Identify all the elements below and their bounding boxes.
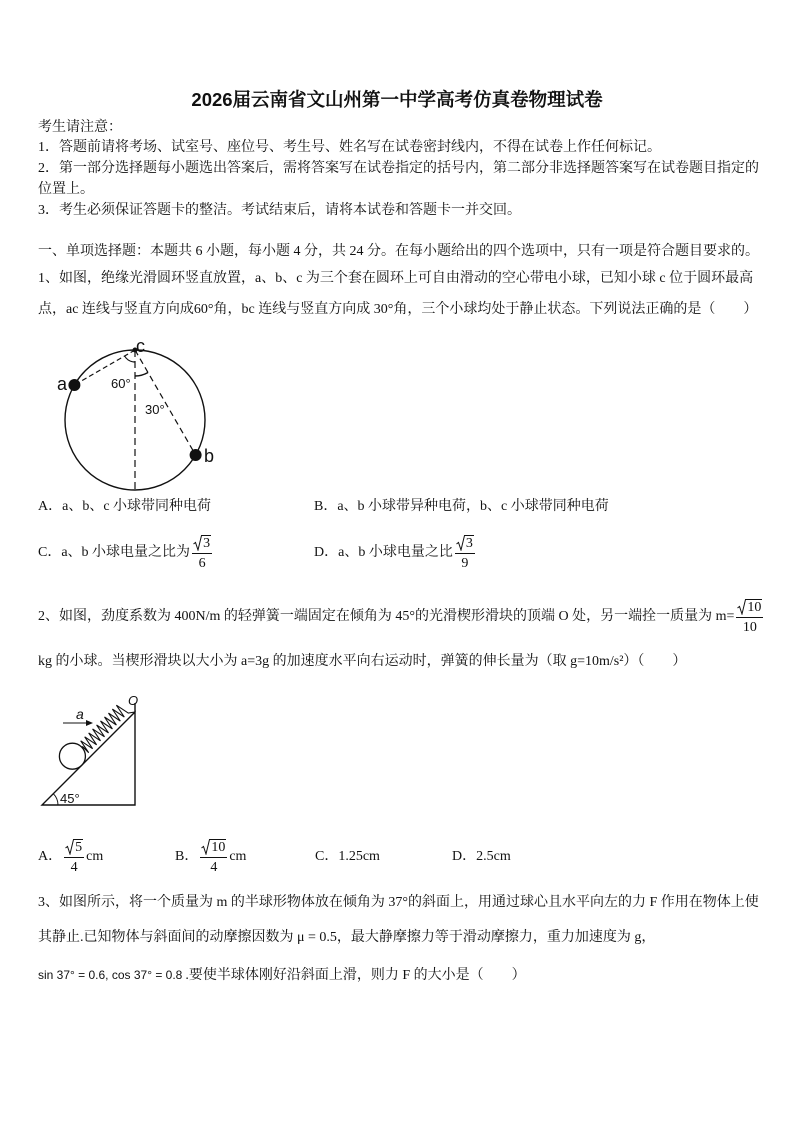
acceleration-label: a — [76, 706, 84, 722]
q2-option-b — [175, 837, 246, 877]
angle-60-arc — [125, 356, 135, 362]
q3-stem-line: 其静止.已知物体与斜面间的动摩擦因数为 μ = 0.5，最大静摩擦力等于滑动摩擦力，重力加速度为 g， — [38, 930, 656, 945]
q2-stem-line — [38, 597, 765, 637]
vertex-label: O — [128, 693, 139, 708]
option-unit: cm — [86, 849, 104, 864]
label-b: b — [204, 446, 215, 466]
radicand: 5 — [75, 839, 83, 855]
fraction-denominator: 4 — [70, 859, 78, 875]
q1-stem-line: 点，ac 连线与竖直方向成60°角，bc 连线与竖直方向成 30°角，三个小球均处于静止状态。下列说法正确的是（ ） — [38, 302, 758, 317]
fraction-denominator: 10 — [742, 619, 757, 635]
radicand: 3 — [465, 535, 473, 551]
notice-heading: 考生请注意： — [38, 120, 122, 135]
ball-b — [190, 449, 202, 461]
sqrt-icon — [65, 838, 74, 855]
q1-option-b: B．a、b 小球带异种电荷，b、c 小球带同种电荷 — [314, 499, 609, 514]
answer-fraction — [64, 838, 84, 876]
angle-30-label: 30° — [145, 402, 165, 417]
angle-60-label: 60° — [111, 376, 131, 391]
fraction-numerator — [200, 838, 227, 858]
arrow-head-icon — [86, 720, 93, 726]
radicand: 3 — [203, 535, 211, 551]
page-title: 2026届云南省文山州第一中学高考仿真卷物理试卷 — [191, 89, 603, 110]
option-text: C．a、b 小球电量之比为 — [38, 545, 191, 560]
angle-45-label: 45° — [60, 791, 80, 806]
notice-line: 2．第一部分选择题每小题选出答案后，需将答案写在试卷指定的括号内，第二部分非选择题答案写在试卷题目指定的 — [38, 161, 759, 176]
radicand: 10 — [211, 839, 226, 855]
label-c: c — [136, 336, 145, 356]
fraction-numerator — [64, 838, 84, 858]
sqrt-icon — [201, 838, 210, 855]
radicand: 10 — [747, 599, 762, 615]
q2-stem-line: kg 的小球。当楔形滑块以大小为 a=3g 的加速度水平向右运动时，弹簧的伸长量为（取 g=10m/s²）（ ） — [38, 654, 687, 669]
wedge — [42, 712, 135, 805]
trig-values: sin 37° = 0.6, cos 37° = 0.8 — [38, 968, 183, 982]
notice-line: 位置上。 — [38, 182, 94, 197]
option-unit: cm — [229, 849, 247, 864]
option-letter: B． — [175, 849, 199, 864]
ball — [59, 743, 85, 769]
spring — [81, 705, 135, 753]
fraction-numerator — [455, 534, 475, 554]
q3-stem-line — [38, 965, 526, 985]
q2-option-d: D．2.5cm — [452, 849, 511, 864]
q2-wedge-figure — [30, 690, 160, 815]
q2-stem-text: 2、如图，劲度系数为 400N/m 的轻弹簧一端固定在倾角为 45°的光滑楔形滑块的顶端 O 处，另一端拴一质量为 m= — [38, 609, 735, 624]
fraction-numerator — [736, 598, 763, 618]
option-letter: A． — [38, 849, 63, 864]
q1-option-a: A．a、b、c 小球带同种电荷 — [38, 499, 212, 514]
label-a: a — [57, 374, 68, 394]
q3-stem-line: 3、如图所示，将一个质量为 m 的半球形物体放在倾角为 37°的斜面上，用通过球心且水平向左的力 F 作用在物体上使 — [38, 895, 759, 910]
fraction-numerator — [192, 534, 212, 554]
q2-option-c: C．1.25cm — [315, 849, 380, 864]
angle-45-arc — [53, 794, 58, 805]
q3-stem-text: .要使半球体刚好沿斜面上滑，则力 F 的大小是（ ） — [185, 968, 526, 983]
q1-option-d — [314, 533, 477, 573]
fraction-denominator: 9 — [461, 555, 469, 571]
option-text: D．a、b 小球电量之比 — [314, 545, 453, 560]
sqrt-icon — [456, 534, 465, 551]
ratio-fraction — [455, 534, 475, 572]
section-heading: 一、单项选择题：本题共 6 小题，每小题 4 分，共 24 分。在每小题给出的四个选项中，只有一项是符合题目要求的。 — [38, 244, 759, 259]
q1-option-c — [38, 533, 214, 573]
q1-stem-line: 1、如图，绝缘光滑圆环竖直放置，a、b、c 为三个套在圆环上可自由滑动的空心带电小球，已知小球 c 位于圆环最高 — [38, 271, 754, 286]
notice-line: 1．答题前请将考场、试室号、座位号、考生号、姓名写在试卷密封线内，不得在试卷上作任何标记。 — [38, 140, 661, 155]
answer-fraction — [200, 838, 227, 876]
mass-fraction — [736, 598, 763, 636]
sqrt-icon — [193, 534, 202, 551]
sqrt-icon — [737, 598, 746, 615]
ball-a — [68, 379, 80, 391]
q2-option-a — [38, 837, 103, 877]
fraction-denominator: 6 — [198, 555, 206, 571]
angle-30-arc — [135, 373, 148, 377]
notice-line: 3．考生必须保证答题卡的整洁。考试结束后，请将本试卷和答题卡一并交回。 — [38, 203, 521, 218]
fraction-denominator: 4 — [210, 859, 218, 875]
q1-ring-figure — [40, 330, 240, 505]
ratio-fraction — [192, 534, 212, 572]
